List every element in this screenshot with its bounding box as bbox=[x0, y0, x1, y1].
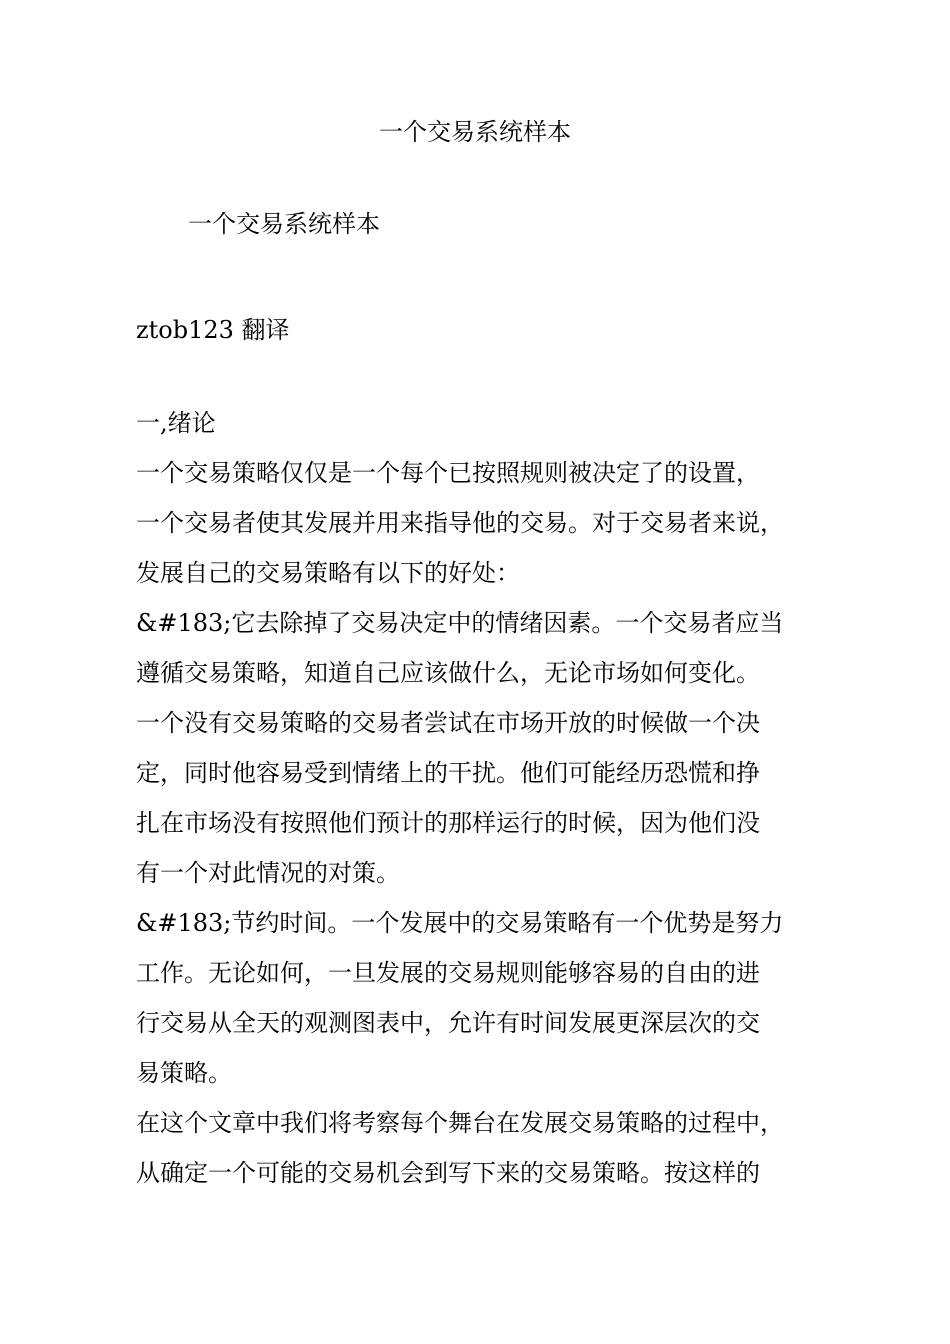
translator-credit: ztob123 翻译 bbox=[136, 316, 290, 344]
body-line: 一个交易者使其发展并用来指导他的交易。对于交易者来说， bbox=[136, 509, 784, 537]
section-heading: 一,绪论 bbox=[136, 409, 216, 437]
body-line: 工作。无论如何，一旦发展的交易规则能够容易的自由的进 bbox=[136, 959, 760, 987]
body-line: 易策略。 bbox=[136, 1059, 232, 1087]
body-line: 一个没有交易策略的交易者尝试在市场开放的时候做一个决 bbox=[136, 709, 760, 737]
document-title: 一个交易系统样本 bbox=[379, 118, 571, 146]
body-line: 定，同时他容易受到情绪上的干扰。他们可能经历恐慌和挣 bbox=[136, 759, 760, 787]
document-subtitle: 一个交易系统样本 bbox=[188, 210, 380, 238]
body-line: 行交易从全天的观测图表中，允许有时间发展更深层次的交 bbox=[136, 1009, 760, 1037]
body-text bbox=[136, 405, 836, 1205]
body-line: 发展自己的交易策略有以下的好处： bbox=[136, 559, 520, 587]
body-line: 从确定一个可能的交易机会到写下来的交易策略。按这样的 bbox=[136, 1159, 760, 1187]
body-line: 遵循交易策略，知道自己应该做什么，无论市场如何变化。 bbox=[136, 659, 760, 687]
body-line: &#183;节约时间。一个发展中的交易策略有一个优势是努力 bbox=[136, 909, 784, 937]
body-line: 扎在市场没有按照他们预计的那样运行的时候，因为他们没 bbox=[136, 809, 760, 837]
body-line: 一个交易策略仅仅是一个每个已按照规则被决定了的设置， bbox=[136, 459, 760, 487]
body-line: 有一个对此情况的对策。 bbox=[136, 859, 400, 887]
body-line: &#183;它去除掉了交易决定中的情绪因素。一个交易者应当 bbox=[136, 609, 784, 637]
body-line: 在这个文章中我们将考察每个舞台在发展交易策略的过程中， bbox=[136, 1109, 784, 1137]
